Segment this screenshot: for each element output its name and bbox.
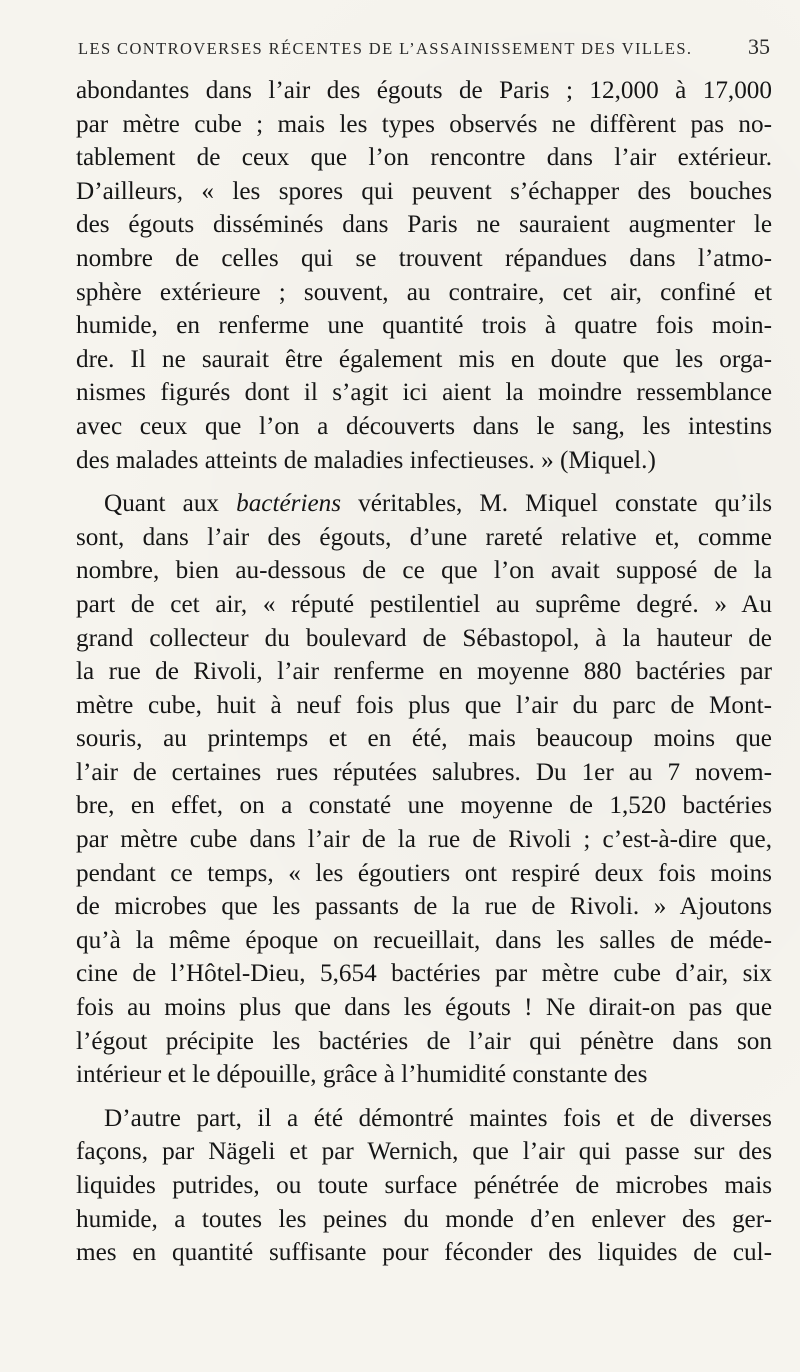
text-line: nismes figurés dont il s’agit ici aient la moindre ressemblance — [76, 379, 772, 407]
italic-term: bactériens — [236, 490, 342, 518]
text-line: dre. Il ne saurait être également mis en doute que les orga- — [76, 345, 772, 373]
text-line: bre, en effet, on a constaté une moyenne de 1,520 bactéries — [76, 792, 772, 820]
text-line: tablement de ceux que l’on rencontre dans l’air extérieur. — [76, 144, 772, 172]
text-line: nombre, bien au-dessous de ce que l’on avait supposé de la — [76, 557, 772, 585]
paragraph-gap — [76, 477, 772, 487]
text-line: de microbes que les passants de la rue de Rivoli. » Ajoutons — [76, 893, 772, 921]
paragraph-3 — [76, 1102, 772, 1270]
text-line: fois au moins plus que dans les égouts ! Ne dirait-on pas que — [76, 994, 772, 1022]
text-line: sont, dans l’air des égouts, d’une rareté relative et, comme — [76, 523, 772, 551]
text-run: Quant aux — [104, 490, 237, 518]
text-line: mes en quantité suffisante pour féconder des liquides de cul- — [76, 1239, 772, 1267]
text-line: façons, par Nägeli et par Wernich, que l’air qui passe sur des — [76, 1138, 772, 1166]
text-line: pendant ce temps, « les égoutiers ont respiré deux fois moins — [76, 859, 772, 887]
running-title: LES CONTROVERSES RÉCENTES DE L’ASSAINISSEMENT DES VILLES. — [78, 39, 693, 58]
running-head — [78, 34, 770, 60]
text-line: par mètre cube dans l’air de la rue de Rivoli ; c’est-à-dire que, — [76, 826, 772, 854]
text-line: part de cet air, « réputé pestilentiel au suprême degré. » Au — [76, 590, 772, 618]
paragraph-1 — [76, 74, 772, 477]
text-line: la rue de Rivoli, l’air renferme en moyenne 880 bactéries par — [76, 658, 772, 686]
text-line: des égouts disséminés dans Paris ne sauraient augmenter le — [76, 211, 772, 239]
text-line: nombre de celles qui se trouvent répandues dans l’atmo- — [76, 244, 772, 272]
page-number: 35 — [748, 34, 770, 59]
text-line: l’air de certaines rues réputées salubres. Du 1er au 7 novem- — [76, 758, 772, 786]
text-line: sphère extérieure ; souvent, au contraire, cet air, confiné et — [76, 278, 772, 306]
text-line: cine de l’Hôtel-Dieu, 5,654 bactéries par mètre cube d’air, six — [76, 960, 772, 988]
text-line: humide, en renferme une quantité trois à quatre fois moin- — [76, 312, 772, 340]
text-line: humide, a toutes les peines du monde d’en enlever des ger- — [76, 1205, 772, 1233]
text-line: liquides putrides, ou toute surface pénétrée de microbes mais — [76, 1172, 772, 1199]
text-line: des malades atteints de maladies infectieuses. » (Miquel.) — [76, 446, 656, 474]
text-line: mètre cube, huit à neuf fois plus que l’air du parc de Mont- — [76, 691, 772, 719]
paragraph-2 — [76, 487, 772, 1092]
text-line: intérieur et le dépouille, grâce à l’humidité constante des — [76, 1061, 648, 1089]
text-line: l’égout précipite les bactéries de l’air qui pénètre dans son — [76, 1027, 772, 1055]
body-text — [76, 74, 772, 1270]
paragraph-gap — [76, 1092, 772, 1102]
text-line: qu’à la même époque on recueillait, dans les salles de méde- — [76, 926, 772, 954]
text-line: grand collecteur du boulevard de Sébastopol, à la hauteur de — [76, 624, 772, 652]
text-line: par mètre cube ; mais les types observés ne diffèrent pas no- — [76, 110, 772, 138]
text-line: avec ceux que l’on a découverts dans le sang, les intestins — [76, 412, 772, 440]
text-run: véritables, M. Miquel constate qu’ils — [341, 490, 772, 518]
text-line: D’autre part, il a été démontré maintes fois et de diverses — [104, 1104, 772, 1132]
text-line: abondantes dans l’air des égouts de Paris ; 12,000 à 17,000 — [76, 77, 772, 104]
text-line-first — [76, 487, 772, 521]
text-line: souris, au printemps et en été, mais beaucoup moins que — [76, 725, 772, 753]
text-line: D’ailleurs, « les spores qui peuvent s’échapper des bouches — [76, 177, 772, 205]
